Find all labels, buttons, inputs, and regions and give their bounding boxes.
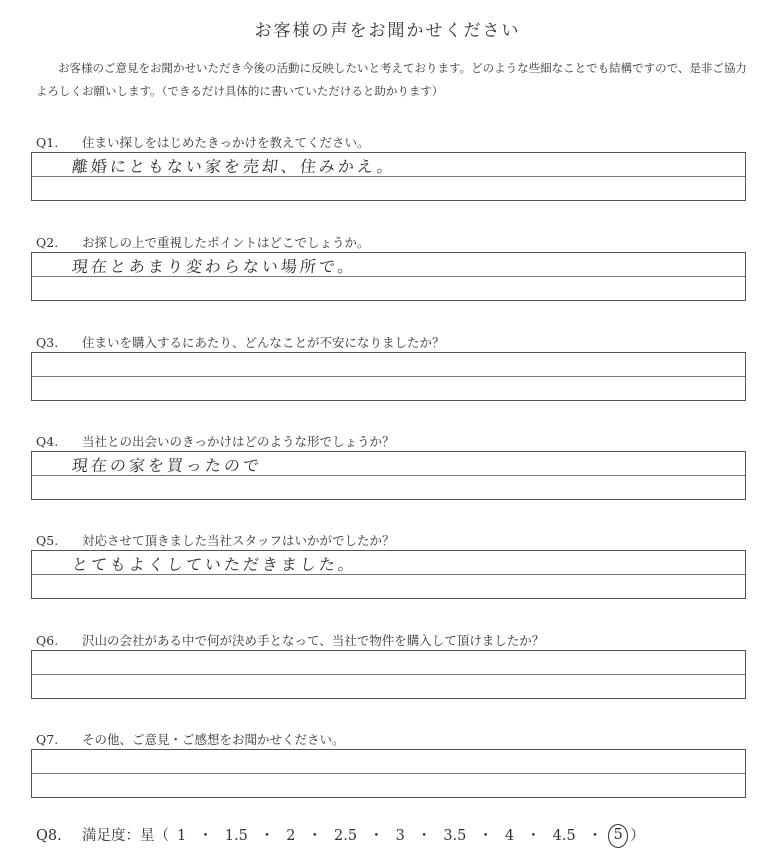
rating-separator: ・ [416,828,432,844]
rating-separator: ・ [259,828,275,844]
answer-box-1[interactable] [31,152,746,201]
question-number: Q2. [36,235,59,250]
rating-options [169,828,630,844]
question-2 [36,233,370,251]
rating-separator: ・ [307,828,323,844]
question-text: 当社との出会いのきっかけはどのような形でしょうか？ [82,434,395,449]
question-text: 住まいを購入するにあたり、どんなことが不安になりましたか？ [82,335,445,350]
handwritten-answer: とてもよくしていただきました。 [70,555,358,574]
answer-box-5[interactable] [31,550,746,599]
rating-option-1-5[interactable]: 1.5 [224,828,248,844]
question-number: Q8. [36,828,62,844]
handwritten-answer: 現在の家を買ったので [70,456,263,475]
question-text: 対応させて頂きました当社スタッフはいかがでしたか？ [82,533,395,548]
question-7 [36,730,345,748]
question-text: 沢山の会社がある中で何が決め手となって、当社で物件を購入して頂けましたか？ [82,633,545,648]
handwritten-answer: 現在とあまり変わらない場所で。 [70,257,358,276]
ruled-line [32,376,745,377]
satisfaction-close: ） [630,828,645,844]
ruled-line [32,773,745,774]
intro-text: お客様のご意見をお聞かせいただき今後の活動に反映したいと考えております。どのような些細なことでも結構ですので、是非ご協力よろしくお願いします。（できるだけ具体的に書いていただけると助かります） [36,61,747,98]
rating-option-4[interactable]: 4 [504,828,515,844]
question-text: お探しの上で重視したポイントはどこでしょうか。 [82,235,370,250]
question-6 [36,631,544,649]
rating-option-2[interactable]: 2 [286,828,296,844]
rating-option-3[interactable]: 3 [395,828,405,844]
rating-option-2-5[interactable]: 2.5 [334,828,358,844]
answer-box-6[interactable] [31,650,746,699]
answer-box-2[interactable] [31,252,746,301]
question-number: Q1. [36,135,59,150]
question-text: 住まい探しをはじめたきっかけを教えてください。 [82,135,370,150]
rating-option-3-5[interactable]: 3.5 [443,828,467,844]
handwritten-answer: 離婚にともない家を売却、住みかえ。 [70,157,397,176]
question-4 [36,432,395,450]
rating-option-5[interactable]: 5 [608,824,628,848]
question-number: Q5. [36,533,59,548]
question-number: Q7. [36,732,59,747]
answer-box-3[interactable] [31,352,746,401]
question-5 [36,531,395,549]
question-text: その他、ご意見・ご感想をお聞かせください。 [82,732,345,747]
question-number: Q4. [36,434,59,449]
question-1 [36,133,370,151]
rating-separator: ・ [369,828,384,844]
rating-option-4-5[interactable]: 4.5 [552,828,576,844]
rating-separator: ・ [478,828,493,844]
rating-separator: ・ [587,828,603,844]
ruled-line [32,674,745,675]
satisfaction-label: 満足度：星（ [82,828,169,844]
answer-box-7[interactable] [31,749,746,798]
rating-separator: ・ [526,828,541,844]
page-title: お客様の声をお聞かせください [254,21,521,41]
question-number: Q6. [36,633,59,648]
answer-box-4[interactable] [31,451,746,500]
question-number: Q3. [36,335,59,350]
question-3 [36,333,445,351]
satisfaction-rating [36,824,645,848]
rating-separator: ・ [198,828,213,844]
rating-option-1[interactable]: 1 [177,828,187,844]
